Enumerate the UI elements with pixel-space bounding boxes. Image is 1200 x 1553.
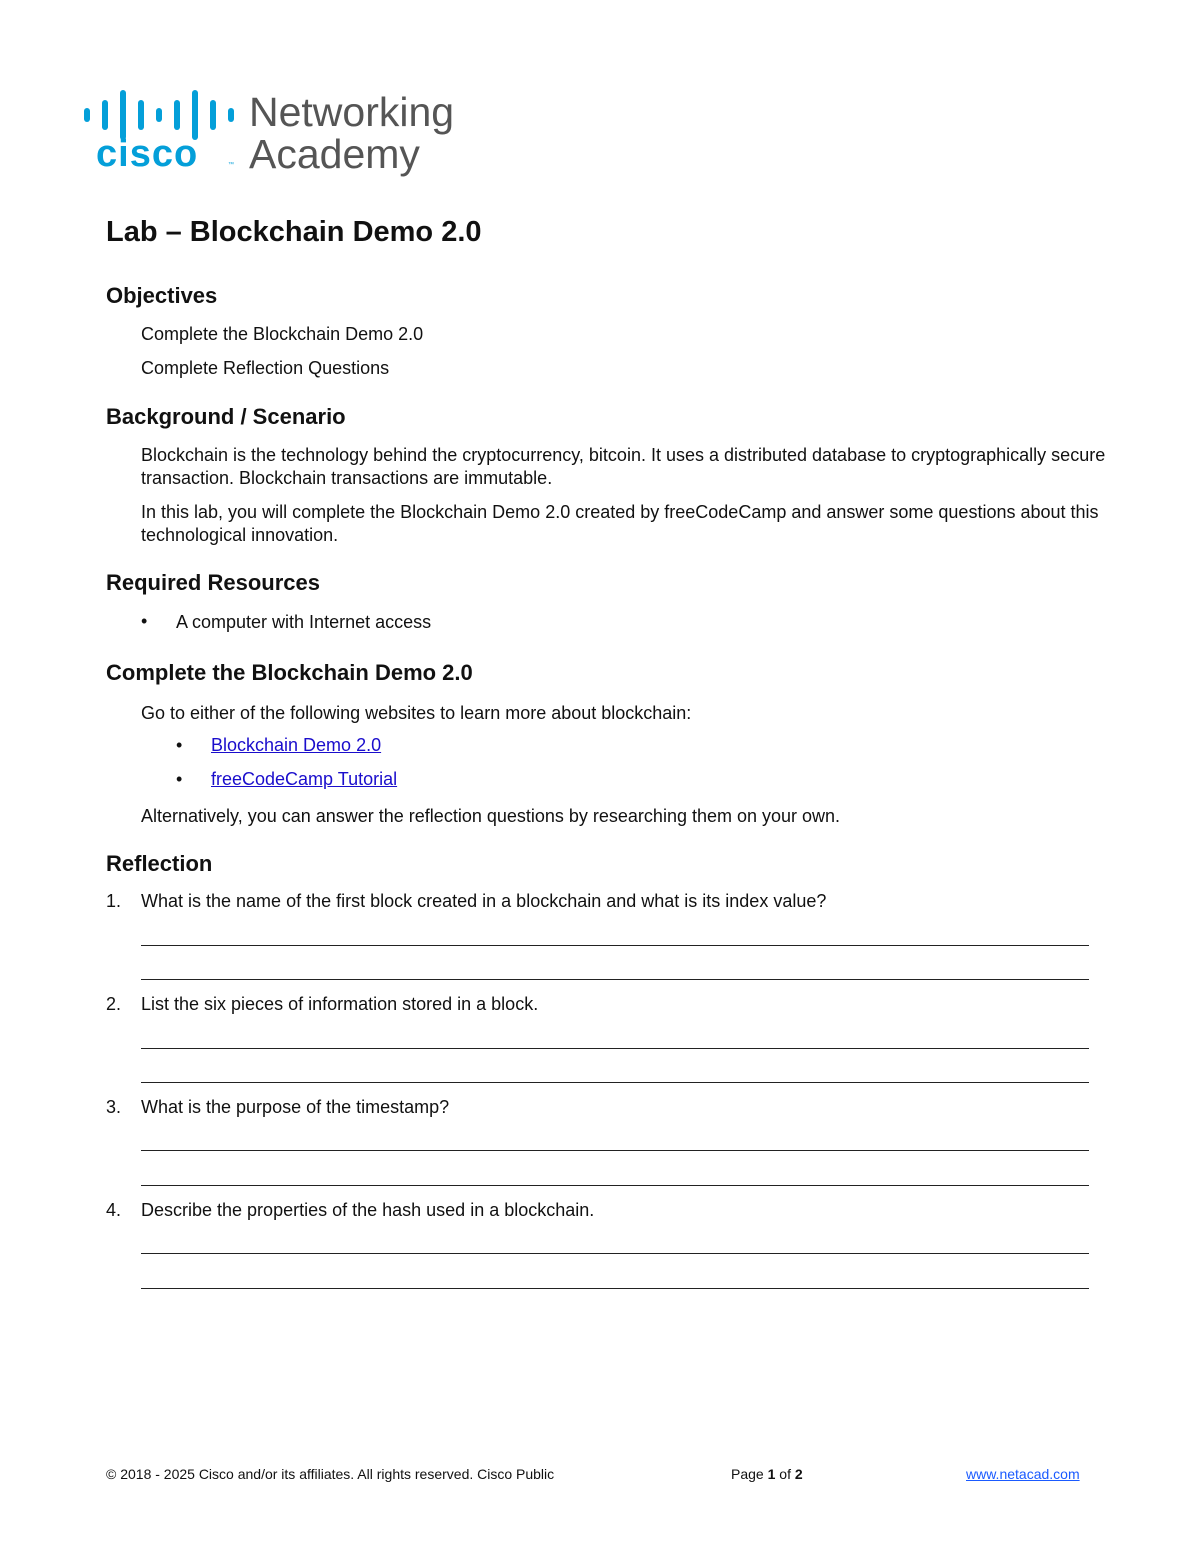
question-number: 2. [106, 994, 122, 1014]
answer-line[interactable] [141, 1150, 1089, 1151]
page-title: Lab – Blockchain Demo 2.0 [106, 216, 482, 248]
complete-demo-intro: Go to either of the following websites to learn more about blockchain: [141, 703, 692, 723]
question-text: List the six pieces of information stored in a block. [141, 994, 539, 1014]
answer-line[interactable] [141, 1185, 1089, 1186]
cisco-networking-academy-logo [84, 86, 484, 186]
question-number: 1. [106, 891, 122, 911]
background-paragraph: Blockchain is the technology behind the cryptocurrency, bitcoin. It uses a distributed database to cryptographically secure transaction. Blockchain transactions are immutable. [141, 445, 1106, 488]
trademark-icon: ™ [228, 162, 234, 168]
cisco-logo-graphic [84, 86, 484, 186]
objectives-heading: Objectives [106, 283, 218, 308]
blockchain-demo-link[interactable]: Blockchain Demo 2.0 [211, 735, 382, 755]
logo-academy-text: Academy [249, 131, 420, 177]
answer-line[interactable] [141, 1048, 1089, 1049]
bullet-icon: • [176, 735, 183, 755]
answer-line[interactable] [141, 1082, 1089, 1083]
logo-networking-text: Networking [249, 89, 455, 135]
answer-line[interactable] [141, 1288, 1089, 1289]
question-number: 4. [106, 1200, 122, 1220]
page-total: 2 [794, 1466, 803, 1482]
footer-website-link[interactable]: www.netacad.com [966, 1466, 1080, 1482]
reflection-heading: Reflection [106, 851, 213, 876]
question-text: What is the name of the first block created in a blockchain and what is its index value? [141, 891, 827, 911]
bullet-icon: • [176, 769, 183, 789]
bullet-icon: • [141, 611, 148, 631]
background-heading: Background / Scenario [106, 404, 346, 429]
cisco-wordmark: cisco [96, 133, 199, 175]
answer-line[interactable] [141, 1253, 1089, 1254]
answer-line[interactable] [141, 945, 1089, 946]
answer-line[interactable] [141, 979, 1089, 980]
objective-item: Complete the Blockchain Demo 2.0 [141, 324, 424, 344]
resource-item: A computer with Internet access [176, 612, 432, 632]
resources-heading: Required Resources [106, 570, 320, 595]
page-of: of [779, 1466, 791, 1482]
question-text: What is the purpose of the timestamp? [141, 1097, 450, 1117]
question-text: Describe the properties of the hash used in a blockchain. [141, 1200, 595, 1220]
objective-item: Complete Reflection Questions [141, 358, 390, 378]
freecodecamp-tutorial-link[interactable]: freeCodeCamp Tutorial [211, 769, 398, 789]
page-label: Page [731, 1466, 764, 1482]
footer-page-indicator [731, 1466, 803, 1482]
complete-demo-heading: Complete the Blockchain Demo 2.0 [106, 660, 473, 685]
page-current: 1 [767, 1466, 776, 1482]
background-paragraph: In this lab, you will complete the Blockchain Demo 2.0 created by freeCodeCamp and answer some questions about this technological innovation. [141, 502, 1099, 545]
alternative-text: Alternatively, you can answer the reflection questions by researching them on your own. [141, 806, 841, 826]
question-number: 3. [106, 1097, 122, 1117]
footer-copyright: © 2018 - 2025 Cisco and/or its affiliates. All rights reserved. Cisco Public [106, 1466, 555, 1482]
